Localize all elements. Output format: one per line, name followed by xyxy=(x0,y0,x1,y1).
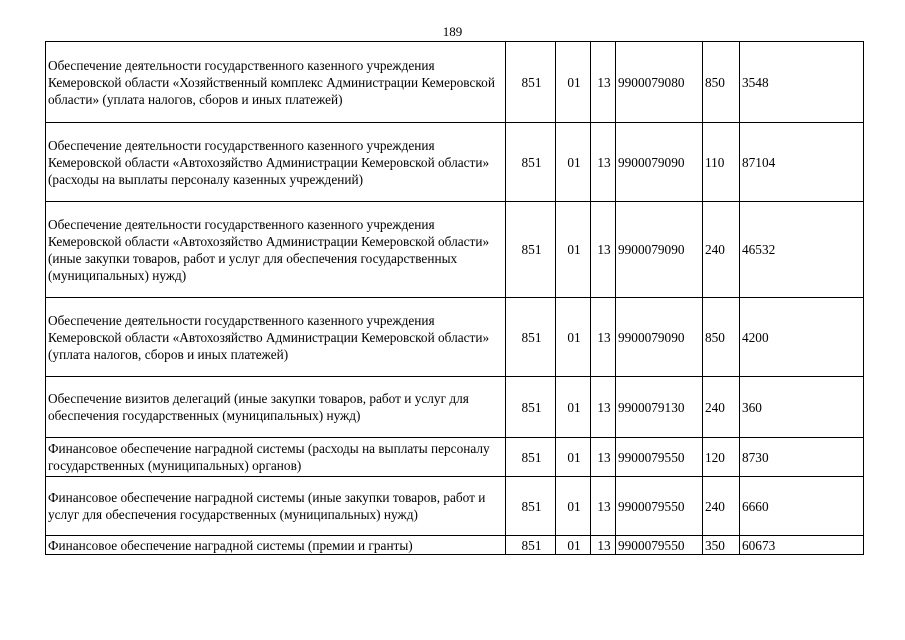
target-article-code: 9900079090 xyxy=(616,202,703,298)
table-row xyxy=(46,438,864,477)
section-code: 01 xyxy=(556,536,591,555)
row-description: Финансовое обеспечение наградной системы (расходы на выплаты персоналу государственных (муниципальных) органов) xyxy=(46,438,506,477)
target-article-code: 9900079550 xyxy=(616,477,703,536)
section-code: 01 xyxy=(556,42,591,123)
table-row xyxy=(46,477,864,536)
table-row xyxy=(46,377,864,438)
table-row xyxy=(46,42,864,123)
target-article-code: 9900079090 xyxy=(616,298,703,377)
section-code: 01 xyxy=(556,438,591,477)
section-code: 01 xyxy=(556,123,591,202)
page-number: 189 xyxy=(442,24,463,39)
subsection-code: 13 xyxy=(591,202,616,298)
row-description: Обеспечение деятельности государственного казенного учреждения Кемеровской области «Автохозяйство Администрации Кемеровской области» (расходы на выплаты персоналу казенных учреждений) xyxy=(46,123,506,202)
table-row xyxy=(46,536,864,555)
grbs-code: 851 xyxy=(506,536,556,555)
amount: 46532 xyxy=(740,202,864,298)
subsection-code: 13 xyxy=(591,123,616,202)
target-article-code: 9900079550 xyxy=(616,536,703,555)
row-description: Обеспечение деятельности государственного казенного учреждения Кемеровской области «Автохозяйство Администрации Кемеровской области» (уплата налогов, сборов и иных платежей) xyxy=(46,298,506,377)
row-description: Финансовое обеспечение наградной системы (премии и гранты) xyxy=(46,536,506,555)
amount: 60673 xyxy=(740,536,864,555)
expense-type-code: 110 xyxy=(703,123,740,202)
amount: 4200 xyxy=(740,298,864,377)
expense-type-code: 240 xyxy=(703,377,740,438)
grbs-code: 851 xyxy=(506,298,556,377)
row-description: Обеспечение деятельности государственного казенного учреждения Кемеровской области «Автохозяйство Администрации Кемеровской области» (иные закупки товаров, работ и услуг для обеспечения государственных (муниципальных) нужд) xyxy=(46,202,506,298)
row-description: Финансовое обеспечение наградной системы (иные закупки товаров, работ и услуг для обеспечения государственных (муниципальных) нужд) xyxy=(46,477,506,536)
amount: 8730 xyxy=(740,438,864,477)
expense-type-code: 350 xyxy=(703,536,740,555)
subsection-code: 13 xyxy=(591,438,616,477)
expense-type-code: 240 xyxy=(703,477,740,536)
section-code: 01 xyxy=(556,477,591,536)
expense-type-code: 240 xyxy=(703,202,740,298)
grbs-code: 851 xyxy=(506,438,556,477)
grbs-code: 851 xyxy=(506,123,556,202)
expense-type-code: 120 xyxy=(703,438,740,477)
expense-type-code: 850 xyxy=(703,42,740,123)
target-article-code: 9900079080 xyxy=(616,42,703,123)
table-row xyxy=(46,202,864,298)
budget-table xyxy=(45,41,864,555)
grbs-code: 851 xyxy=(506,477,556,536)
section-code: 01 xyxy=(556,202,591,298)
row-description: Обеспечение деятельности государственного казенного учреждения Кемеровской области «Хозяйственный комплекс Администрации Кемеровской области» (уплата налогов, сборов и иных платежей) xyxy=(46,42,506,123)
grbs-code: 851 xyxy=(506,377,556,438)
amount: 6660 xyxy=(740,477,864,536)
amount: 87104 xyxy=(740,123,864,202)
target-article-code: 9900079090 xyxy=(616,123,703,202)
row-description: Обеспечение визитов делегаций (иные закупки товаров, работ и услуг для обеспечения государственных (муниципальных) нужд) xyxy=(46,377,506,438)
subsection-code: 13 xyxy=(591,477,616,536)
subsection-code: 13 xyxy=(591,536,616,555)
table-row xyxy=(46,298,864,377)
target-article-code: 9900079550 xyxy=(616,438,703,477)
subsection-code: 13 xyxy=(591,298,616,377)
target-article-code: 9900079130 xyxy=(616,377,703,438)
grbs-code: 851 xyxy=(506,42,556,123)
section-code: 01 xyxy=(556,377,591,438)
section-code: 01 xyxy=(556,298,591,377)
amount: 3548 xyxy=(740,42,864,123)
table-row xyxy=(46,123,864,202)
expense-type-code: 850 xyxy=(703,298,740,377)
amount: 360 xyxy=(740,377,864,438)
subsection-code: 13 xyxy=(591,42,616,123)
subsection-code: 13 xyxy=(591,377,616,438)
grbs-code: 851 xyxy=(506,202,556,298)
